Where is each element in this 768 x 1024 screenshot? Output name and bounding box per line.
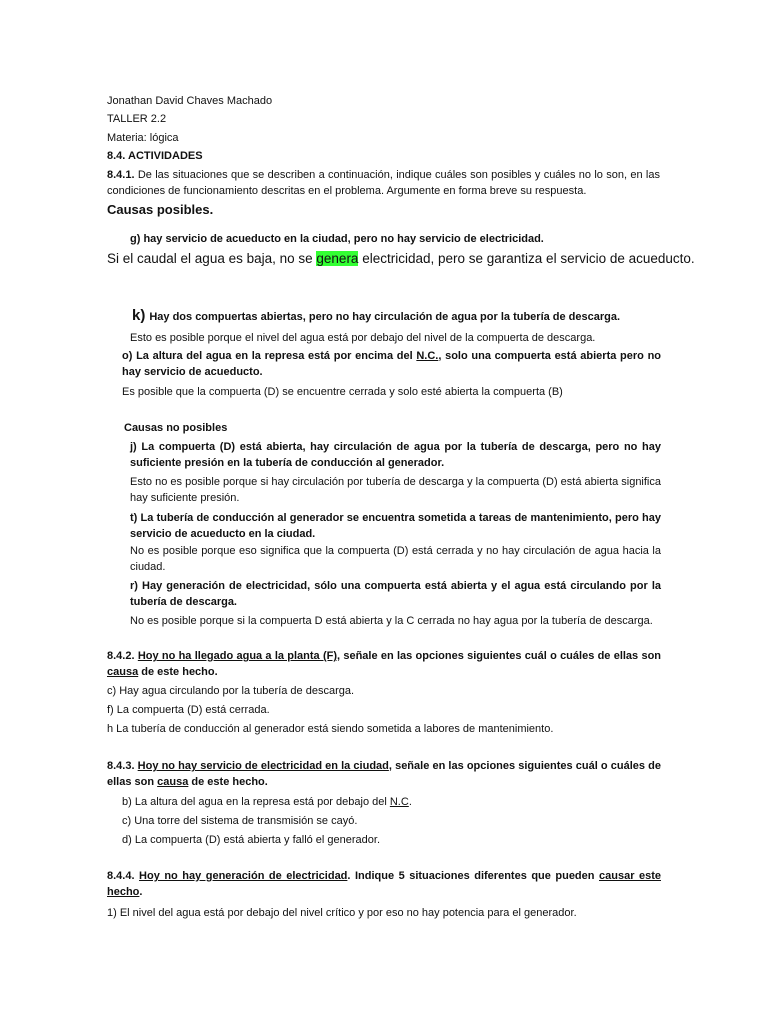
question-k-text: Hay dos compuertas abiertas, pero no hay circulación de agua por la tubería de descarga. bbox=[149, 311, 621, 323]
option-842-h: h La tubería de conducción al generador está siendo sometida a labores de mantenimiento. bbox=[107, 723, 554, 735]
section-841-number: 8.4.1. bbox=[107, 169, 135, 181]
section-842-causa: causa bbox=[107, 666, 139, 678]
answer-o: Es posible que la compuerta (D) se encuentre cerrada y solo esté abierta la compuerta (B) bbox=[122, 386, 563, 398]
section-842-end: de este hecho. bbox=[138, 666, 218, 678]
question-o-post: , solo una compuerta está abierta pero no hay servicio de acueducto. bbox=[122, 350, 662, 378]
option-843-d: d) La compuerta (D) está abierta y falló el generador. bbox=[122, 834, 381, 846]
option-842-f: f) La compuerta (D) está cerrada. bbox=[107, 704, 270, 716]
option-843-b-underlined: N.C bbox=[389, 796, 409, 808]
option-842-c: c) Hay agua circulando por la tubería de descarga. bbox=[107, 685, 355, 697]
answer-j: Esto no es posible porque si hay circulación por tubería de descarga y la compuerta (D) está abierta significa hay suficiente presión. bbox=[130, 476, 661, 504]
section-844-heading bbox=[107, 868, 661, 900]
section-843-number: 8.4.3. bbox=[107, 760, 138, 772]
question-o-underlined: N.C. bbox=[416, 350, 439, 362]
causas-posibles-heading: Causas posibles. bbox=[107, 202, 214, 217]
section-841-paragraph bbox=[107, 167, 660, 199]
option-843-c: c) Una torre del sistema de transmisión se cayó. bbox=[122, 815, 358, 827]
section-843-mid: , señale en las opciones siguientes cuál o cuáles de ellas son bbox=[107, 760, 661, 788]
section-844-end: . bbox=[139, 886, 143, 898]
materia-label: Materia: lógica bbox=[107, 132, 179, 144]
option-843-b-pre: b) La altura del agua en la represa está por debajo del bbox=[122, 796, 390, 808]
question-o bbox=[122, 348, 661, 380]
section-843-heading bbox=[107, 758, 661, 790]
answer-g-pre: Si el caudal el agua es baja, no se bbox=[107, 251, 317, 266]
question-t: t) La tubería de conducción al generador se encuentra sometida a tareas de mantenimiento, pero hay servicio de acueducto en la ciudad. bbox=[130, 512, 661, 540]
answer-k: Esto es posible porque el nivel del agua está por debajo del nivel de la compuerta de descarga. bbox=[130, 332, 596, 344]
section-844-causar: causar este hecho bbox=[107, 870, 661, 898]
section-842-mid: , señale en las opciones siguientes cuál o cuáles de ellas son bbox=[337, 650, 662, 662]
causas-no-posibles-heading: Causas no posibles bbox=[124, 422, 228, 434]
section-843-causa: causa bbox=[157, 776, 189, 788]
author-name: Jonathan David Chaves Machado bbox=[107, 95, 273, 107]
answer-r: No es posible porque si la compuerta D está abierta y la C cerrada no hay agua por la tubería de descarga. bbox=[130, 615, 653, 627]
answer-g bbox=[107, 251, 695, 267]
question-o-pre: o) La altura del agua en la represa está por encima del bbox=[122, 350, 417, 362]
section-843-topic: Hoy no hay servicio de electricidad en la ciudad bbox=[137, 760, 389, 772]
section-844-mid: . Indique 5 situaciones diferentes que pueden bbox=[347, 870, 599, 882]
option-843-b bbox=[122, 794, 412, 810]
question-r: r) Hay generación de electricidad, sólo una compuerta está abierta y el agua está circulando por la tubería de descarga. bbox=[130, 580, 661, 608]
answer-g-post: electricidad, pero se garantiza el servicio de acueducto. bbox=[358, 251, 695, 266]
question-g: g) hay servicio de acueducto en la ciudad, pero no hay servicio de electricidad. bbox=[130, 233, 544, 245]
section-842-number: 8.4.2. bbox=[107, 650, 138, 662]
section-844-topic: Hoy no hay generación de electricidad bbox=[139, 870, 348, 882]
question-k-letter: k) bbox=[132, 307, 146, 324]
highlighted-word: genera bbox=[316, 251, 359, 266]
section-844-number: 8.4.4. bbox=[107, 870, 140, 882]
section-843-end: de este hecho. bbox=[188, 776, 268, 788]
section-844-item-1: 1) El nivel del agua está por debajo del nivel crítico y por eso no hay potencia para el generador. bbox=[107, 907, 577, 919]
option-843-b-post: . bbox=[408, 796, 412, 808]
section-heading: 8.4. ACTIVIDADES bbox=[107, 150, 203, 162]
section-842-heading bbox=[107, 648, 661, 680]
section-841-text: De las situaciones que se describen a continuación, indique cuáles son posibles y cuáles no lo son, en las condiciones de funcionamiento descritas en el problema. Argumente en forma breve su respuesta. bbox=[107, 169, 660, 197]
answer-t: No es posible porque eso significa que la compuerta (D) está cerrada y no hay circulación de agua hacia la ciudad. bbox=[130, 545, 661, 573]
section-842-topic: Hoy no ha llegado agua a la planta (F) bbox=[137, 650, 337, 662]
question-k bbox=[132, 308, 620, 325]
taller-label: TALLER 2.2 bbox=[107, 113, 167, 125]
question-j: j) La compuerta (D) está abierta, hay circulación de agua por la tubería de descarga, pero no hay suficiente presión en la tubería de conducción al generador. bbox=[130, 441, 661, 469]
